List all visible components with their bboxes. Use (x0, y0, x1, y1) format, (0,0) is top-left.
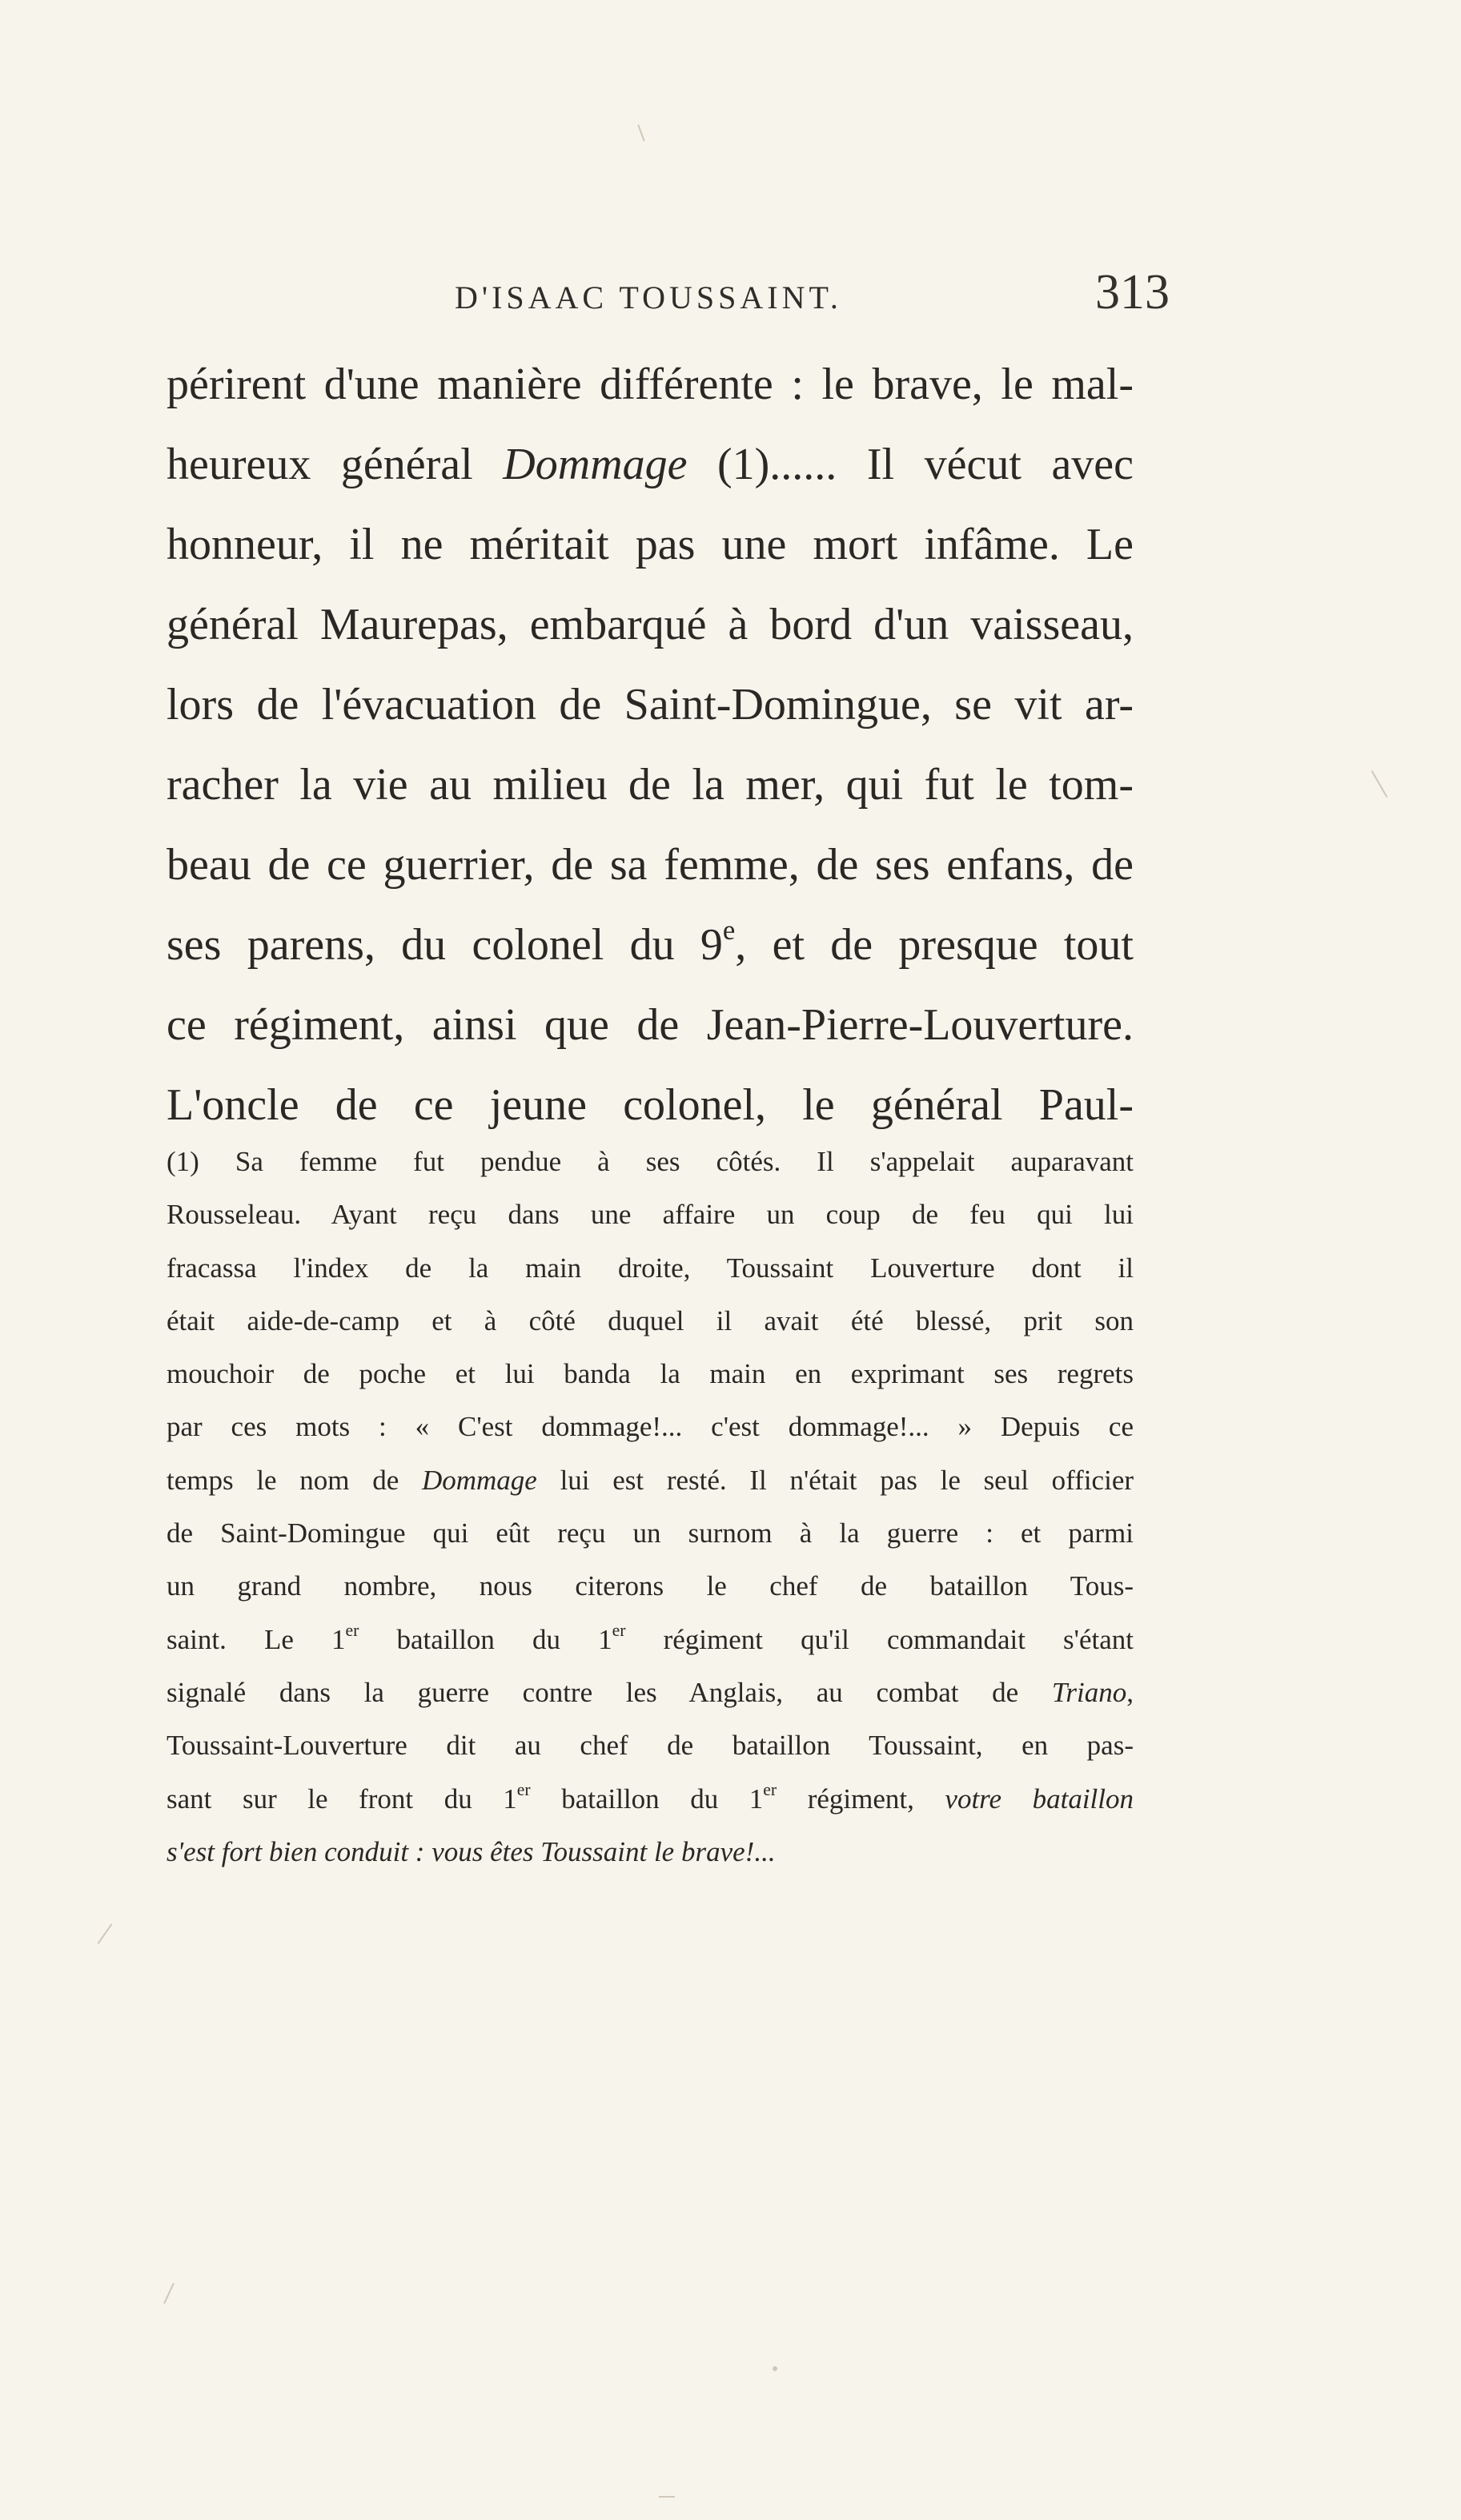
body-text-span: ses parens, du colonel du 9 (167, 920, 723, 970)
paper-speck (163, 2283, 175, 2304)
superscript: er (612, 1620, 626, 1640)
superscript: e (722, 914, 736, 947)
paper-speck (659, 2496, 675, 2498)
body-line: lors de l'évacuation de Saint-Domingue, se vit ar- (167, 680, 1134, 729)
footnote-line (167, 1666, 1134, 1719)
italic-phrase: s'est fort bien conduit : vous êtes Toussaint le brave!... (167, 1835, 776, 1867)
body-line: L'oncle de ce jeune colonel, le général Paul- (167, 1080, 1134, 1130)
footnote-text-span: saint. Le 1 (167, 1623, 346, 1655)
paper-speck (1371, 770, 1388, 798)
footnote-line: mouchoir de poche et lui banda la main en exprimant ses regrets (167, 1358, 1134, 1390)
body-text-span: (1)...... Il vécut avec (717, 440, 1134, 489)
body-line: beau de ce guerrier, de sa femme, de ses enfans, de (167, 840, 1134, 890)
footnote-text-span: bataillon du 1 (396, 1623, 612, 1655)
footnote-line (167, 1454, 1134, 1507)
superscript: er (516, 1779, 531, 1799)
footnote-text-span: temps le nom de (167, 1464, 399, 1496)
running-title: D'ISAAC TOUSSAINT. (455, 279, 842, 316)
footnote-line (167, 1614, 1134, 1666)
footnote-line: par ces mots : « C'est dommage!... c'est dommage!... » Depuis ce (167, 1411, 1134, 1443)
body-line: ce régiment, ainsi que de Jean-Pierre-Louverture. (167, 1000, 1134, 1050)
body-text (167, 344, 1134, 1145)
footnote-line (167, 1826, 1134, 1879)
italic-name: Triano (1051, 1676, 1127, 1708)
page-number: 313 (1095, 265, 1170, 320)
superscript: er (763, 1779, 777, 1799)
footnote-line: (1) Sa femme fut pendue à ses côtés. Il s'appelait auparavant (167, 1146, 1134, 1177)
footnote-line: était aide-de-camp et à côté duquel il avait été blessé, prit son (167, 1304, 1134, 1336)
footnote-text-span: , (1126, 1676, 1134, 1708)
footnote-text-span: bataillon du 1 (561, 1782, 764, 1815)
body-text-span: , et de presque tout (735, 920, 1134, 970)
footnote-text-span: signalé dans la guerre contre les Anglais, au combat de (167, 1676, 1019, 1708)
footnote-line: Toussaint-Louverture dit au chef de bataillon Toussaint, en pas- (167, 1730, 1134, 1762)
superscript: er (345, 1620, 359, 1640)
paper-speck (637, 124, 644, 141)
footnote-text-span: régiment, (807, 1782, 914, 1815)
italic-name: Dommage (421, 1464, 537, 1496)
paper-speck (98, 1923, 113, 1944)
body-line: périrent d'une manière différente : le brave, le mal- (167, 360, 1134, 409)
footnote (167, 1135, 1134, 1879)
footnote-text-span: lui est resté. Il n'était pas le seul officier (560, 1464, 1134, 1496)
footnote-line: fracassa l'index de la main droite, Toussaint Louverture dont il (167, 1252, 1134, 1284)
footnote-line: de Saint-Domingue qui eût reçu un surnom à la guerre : et parmi (167, 1517, 1134, 1549)
footnote-text-span: régiment qu'il commandait s'étant (663, 1623, 1134, 1655)
footnote-line (167, 1773, 1134, 1826)
body-line (167, 424, 1134, 504)
body-line (167, 905, 1134, 985)
running-head (0, 264, 1461, 328)
italic-name: Dommage (503, 440, 688, 489)
paper-speck (773, 2366, 777, 2371)
body-line: honneur, il ne méritait pas une mort infâme. Le (167, 520, 1134, 569)
footnote-line: un grand nombre, nous citerons le chef de bataillon Tous- (167, 1570, 1134, 1602)
body-text-span: heureux général (167, 440, 473, 489)
italic-phrase: votre bataillon (945, 1782, 1134, 1815)
footnote-line: Rousseleau. Ayant reçu dans une affaire un coup de feu qui lui (167, 1199, 1134, 1231)
footnote-text-span: sant sur le front du 1 (167, 1782, 517, 1815)
body-line: général Maurepas, embarqué à bord d'un vaisseau, (167, 600, 1134, 649)
body-line: racher la vie au milieu de la mer, qui fut le tom- (167, 760, 1134, 810)
